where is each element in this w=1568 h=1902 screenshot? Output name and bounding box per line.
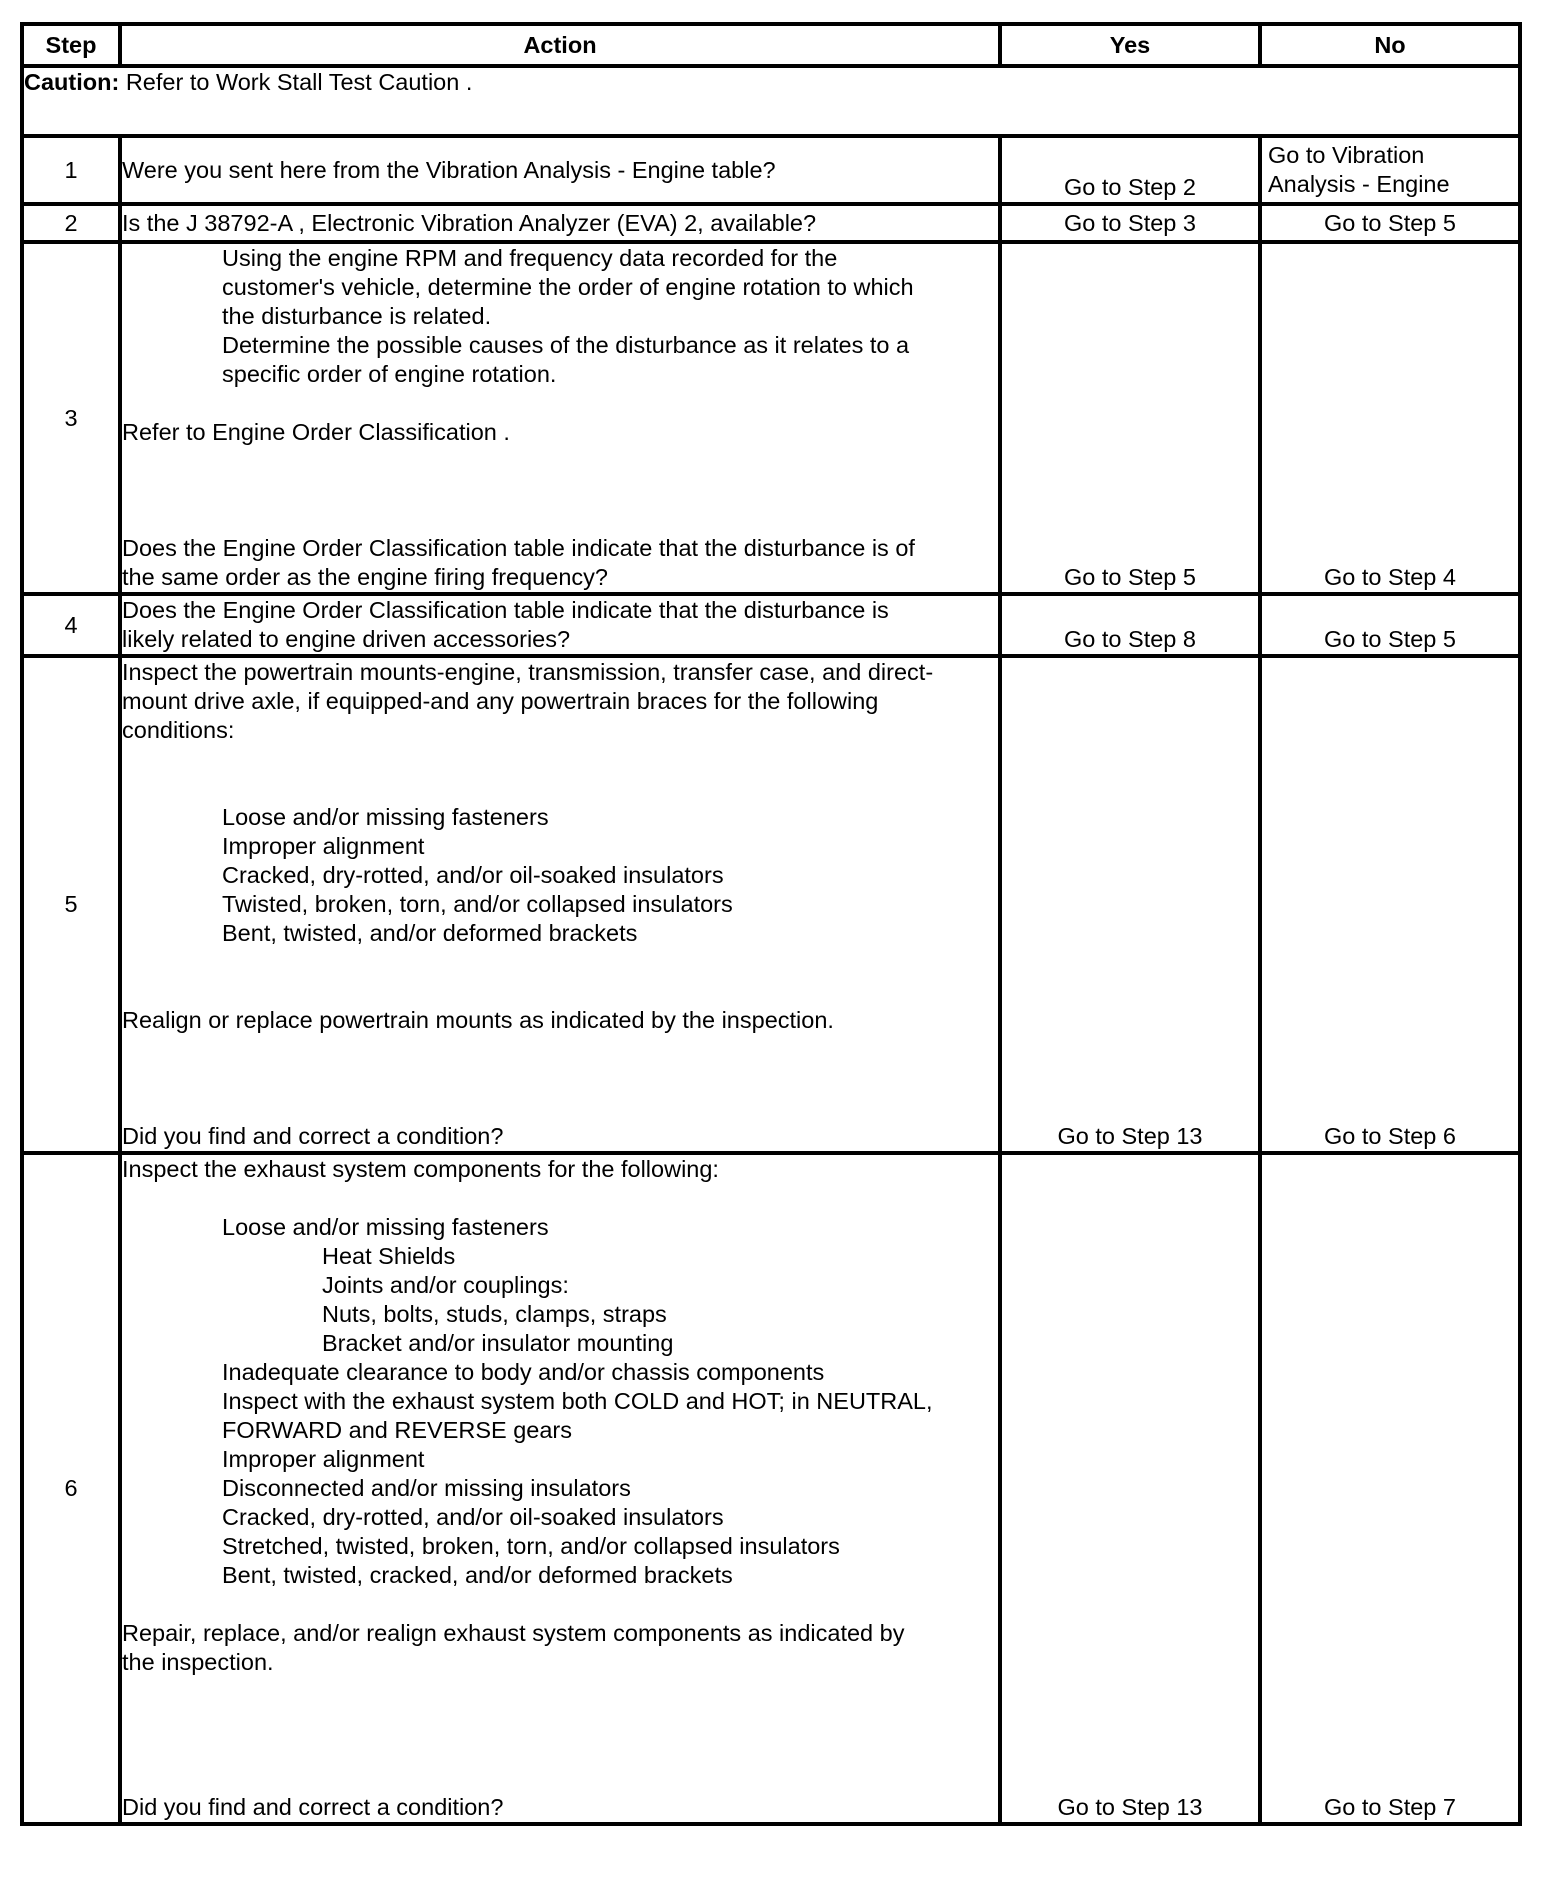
action-item: the disturbance is related. <box>222 303 492 329</box>
action-cell <box>120 242 1000 594</box>
no-result: Go to Step 7 <box>1260 1153 1520 1824</box>
yes-result: Go to Step 8 <box>1000 594 1260 656</box>
condition-item: Bent, twisted, and/or deformed brackets <box>222 920 638 946</box>
question-text: Did you find and correct a condition? <box>122 1123 504 1149</box>
intro-line: mount drive axle, if equipped-and any powertrain braces for the following <box>122 688 879 714</box>
question-text: Did you find and correct a condition? <box>122 1794 504 1820</box>
header-action: Action <box>120 24 1000 66</box>
action-line: likely related to engine driven accessories? <box>122 626 571 652</box>
intro-line: Inspect the exhaust system components for the following: <box>122 1156 719 1182</box>
condition-subitem: Nuts, bolts, studs, clamps, straps <box>322 1301 667 1327</box>
action-cell <box>120 594 1000 656</box>
condition-item: Disconnected and/or missing insulators <box>222 1475 631 1501</box>
no-result: Go to Step 5 <box>1260 204 1520 242</box>
condition-subitem: Heat Shields <box>322 1243 456 1269</box>
action-item: customer's vehicle, determine the order of engine rotation to which <box>222 274 914 300</box>
action-item: Using the engine RPM and frequency data recorded for the <box>222 245 838 271</box>
realign-text: Realign or replace powertrain mounts as indicated by the inspection. <box>122 1007 834 1033</box>
repair-line: the inspection. <box>122 1649 274 1675</box>
caution-label: Caution: <box>24 69 120 95</box>
question-text: the same order as the engine firing frequency? <box>122 564 608 590</box>
action-cell <box>120 1153 1000 1824</box>
no-result-line: Go to Vibration <box>1268 142 1425 168</box>
yes-result: Go to Step 2 <box>1000 136 1260 204</box>
header-no: No <box>1260 24 1520 66</box>
condition-item: Inadequate clearance to body and/or chassis components <box>222 1359 825 1385</box>
table-row <box>22 136 1520 204</box>
header-step: Step <box>22 24 120 66</box>
caution-text: Refer to Work Stall Test Caution . <box>119 69 473 95</box>
condition-subitem: Bracket and/or insulator mounting <box>322 1330 674 1356</box>
condition-item: Loose and/or missing fasteners <box>222 804 549 830</box>
question-text: Does the Engine Order Classification table indicate that the disturbance is of <box>122 535 915 561</box>
yes-result: Go to Step 5 <box>1000 242 1260 594</box>
intro-line: conditions: <box>122 717 235 743</box>
table-row <box>22 594 1520 656</box>
table-row <box>22 242 1520 594</box>
caution-row <box>22 66 1520 136</box>
diagnostic-table <box>20 22 1522 1826</box>
no-result: Go to Step 4 <box>1260 242 1520 594</box>
condition-item: Improper alignment <box>222 1446 425 1472</box>
condition-subitem: Joints and/or couplings: <box>322 1272 569 1298</box>
step-number: 1 <box>22 136 120 204</box>
condition-item: Loose and/or missing fasteners <box>222 1214 549 1240</box>
header-row <box>22 24 1520 66</box>
condition-item: Cracked, dry-rotted, and/or oil-soaked insulators <box>222 1504 724 1530</box>
condition-item: Twisted, broken, torn, and/or collapsed insulators <box>222 891 733 917</box>
no-result-line: Analysis - Engine <box>1268 171 1450 197</box>
table-row <box>22 1153 1520 1824</box>
intro-line: Inspect the powertrain mounts-engine, transmission, transfer case, and direct- <box>122 659 934 685</box>
condition-item: FORWARD and REVERSE gears <box>222 1417 572 1443</box>
condition-item: Stretched, twisted, broken, torn, and/or collapsed insulators <box>222 1533 840 1559</box>
yes-result: Go to Step 13 <box>1000 1153 1260 1824</box>
condition-item: Inspect with the exhaust system both COLD and HOT; in NEUTRAL, <box>222 1388 933 1414</box>
step-number: 5 <box>22 656 120 1153</box>
no-result <box>1260 136 1520 204</box>
step-number: 4 <box>22 594 120 656</box>
step-number: 2 <box>22 204 120 242</box>
header-yes: Yes <box>1000 24 1260 66</box>
table-row <box>22 204 1520 242</box>
repair-line: Repair, replace, and/or realign exhaust system components as indicated by <box>122 1620 905 1646</box>
action-item: specific order of engine rotation. <box>222 361 557 387</box>
table-row <box>22 656 1520 1153</box>
action-line: Does the Engine Order Classification table indicate that the disturbance is <box>122 597 889 623</box>
step-number: 3 <box>22 242 120 594</box>
yes-result: Go to Step 13 <box>1000 656 1260 1153</box>
condition-item: Bent, twisted, cracked, and/or deformed brackets <box>222 1562 733 1588</box>
caution-cell <box>22 66 1520 136</box>
refer-text: Refer to Engine Order Classification . <box>122 419 510 445</box>
no-result: Go to Step 5 <box>1260 594 1520 656</box>
condition-item: Improper alignment <box>222 833 425 859</box>
action-text: Were you sent here from the Vibration Analysis - Engine table? <box>120 136 1000 204</box>
action-item: Determine the possible causes of the disturbance as it relates to a <box>222 332 910 358</box>
action-cell <box>120 656 1000 1153</box>
no-result: Go to Step 6 <box>1260 656 1520 1153</box>
step-number: 6 <box>22 1153 120 1824</box>
action-text: Is the J 38792-A , Electronic Vibration Analyzer (EVA) 2, available? <box>120 204 1000 242</box>
yes-result: Go to Step 3 <box>1000 204 1260 242</box>
condition-item: Cracked, dry-rotted, and/or oil-soaked insulators <box>222 862 724 888</box>
